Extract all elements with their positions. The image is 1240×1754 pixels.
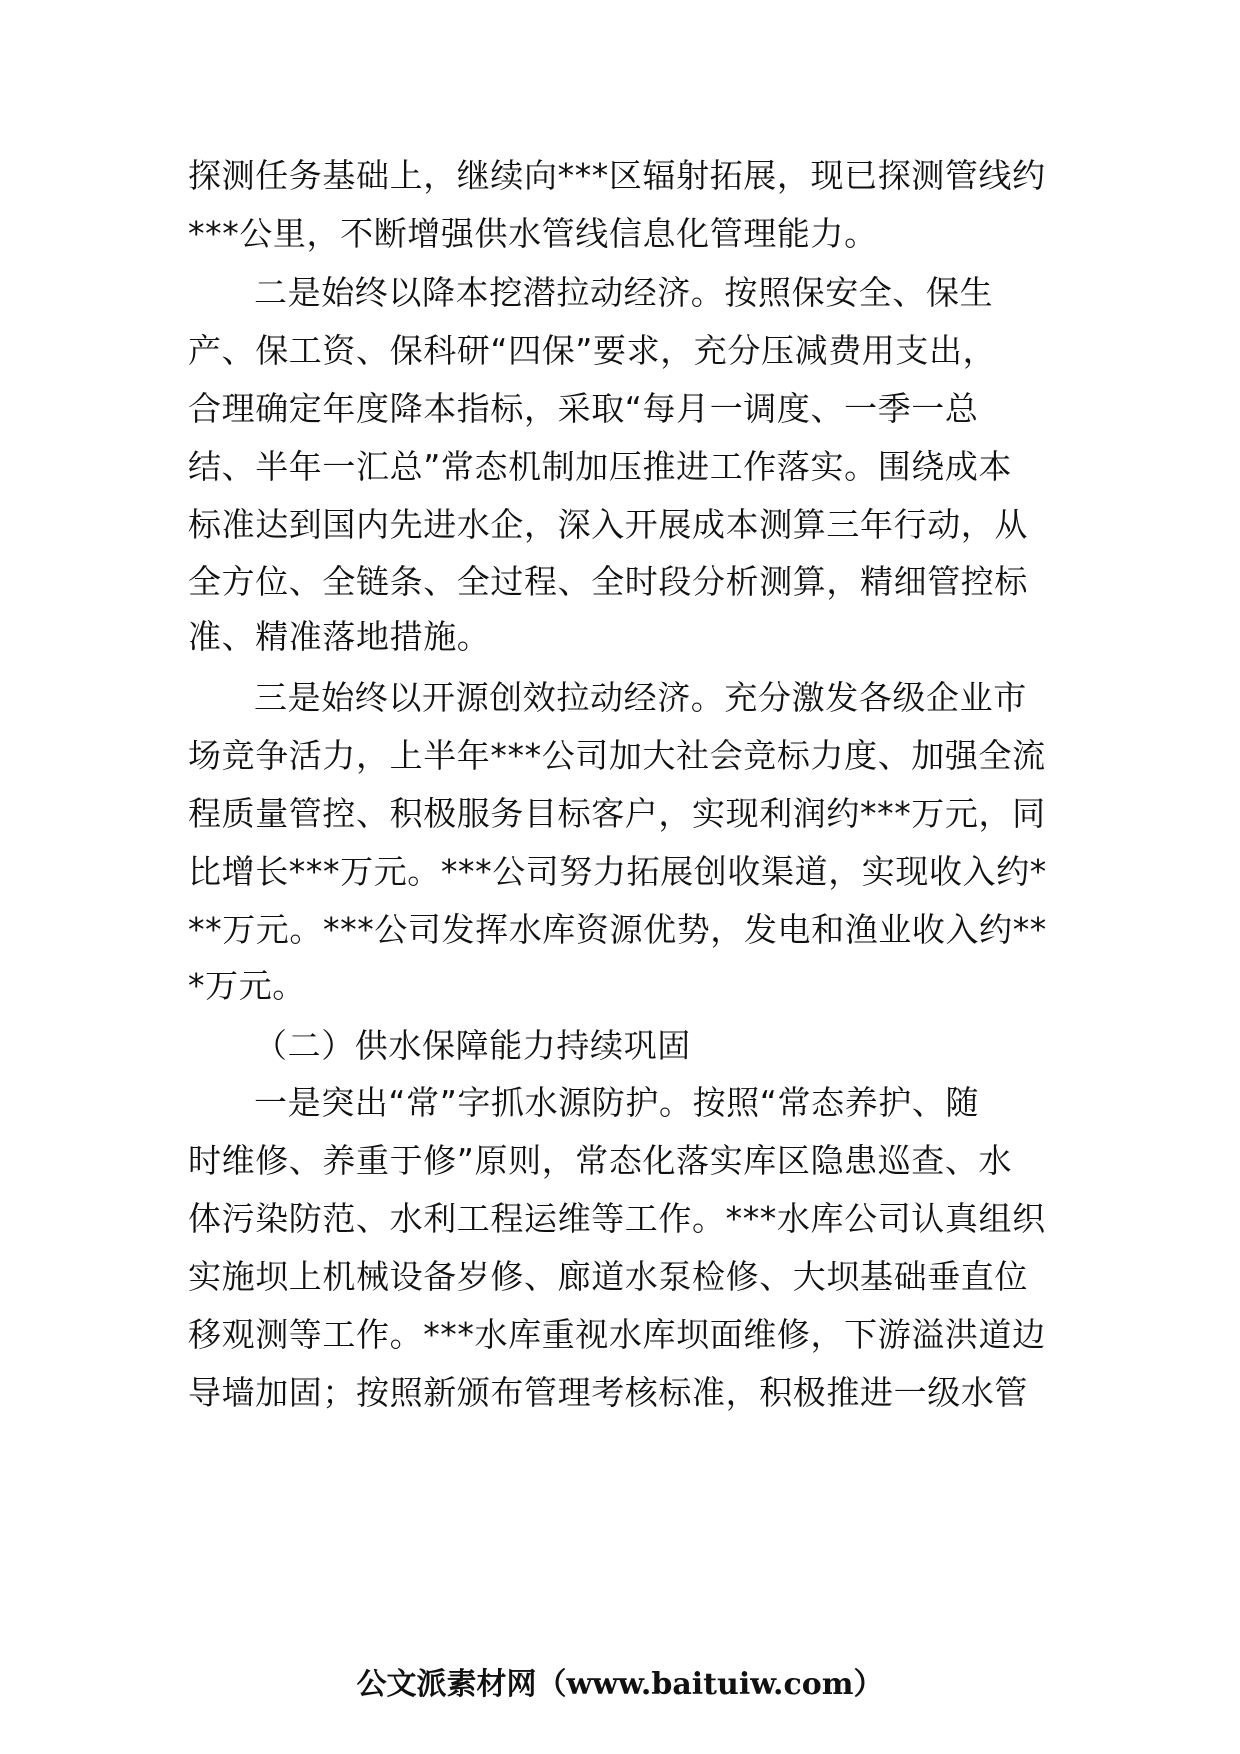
- body-text-line: 导墙加固；按照新颁布管理考核标准，积极推进一级水管: [188, 1373, 1028, 1412]
- body-text-line: 结、半年一汇总”常态机制加压推进工作落实。围绕成本: [188, 447, 1013, 486]
- body-text-line: 体污染防范、水利工程运维等工作。***水库公司认真组织: [188, 1199, 1046, 1238]
- body-text-line: 全方位、全链条、全过程、全时段分析测算，精细管控标: [188, 562, 1028, 601]
- body-text-line: *万元。: [188, 966, 306, 1005]
- body-text-line: 准、精准落地措施。: [188, 617, 491, 656]
- paragraph-start-line: 二是始终以降本挖潜拉动经济。按照保安全、保生: [254, 273, 994, 312]
- body-text-line: 程质量管控、积极服务目标客户，实现利润约***万元，同: [188, 794, 1046, 833]
- body-text-line: 探测任务基础上，继续向***区辐射拓展，现已探测管线约: [188, 156, 1046, 195]
- section-heading: （二）供水保障能力持续巩固: [254, 1026, 691, 1065]
- page-footer: 公文派素材网（www.baituiw.com）: [356, 1667, 884, 1702]
- body-text-line: 时维修、养重于修”原则，常态化落实库区隐患巡查、水: [188, 1141, 1013, 1180]
- body-text-line: 标准达到国内先进水企，深入开展成本测算三年行动，从: [188, 505, 1028, 544]
- body-text-line: 产、保工资、保科研“四保”要求，充分压减费用支出，: [188, 331, 997, 370]
- body-text-line: 场竞争活力，上半年***公司加大社会竞标力度、加强全流: [188, 736, 1046, 775]
- body-text-line: ***公里，不断增强供水管线信息化管理能力。: [188, 214, 878, 253]
- body-text-line: 移观测等工作。***水库重视水库坝面维修，下游溢洪道边: [188, 1315, 1046, 1354]
- body-text-line: 实施坝上机械设备岁修、廊道水泵检修、大坝基础垂直位: [188, 1257, 1028, 1296]
- body-text-line: 合理确定年度降本指标，采取“每月一调度、一季一总: [188, 389, 979, 428]
- body-text-line: **万元。***公司发挥水库资源优势，发电和渔业收入约**: [188, 910, 1047, 949]
- body-text-line: 比增长***万元。***公司努力拓展创收渠道，实现收入约*: [188, 852, 1047, 891]
- paragraph-start-line: 一是突出“常”字抓水源防护。按照“常态养护、随: [254, 1083, 980, 1122]
- paragraph-start-line: 三是始终以开源创效拉动经济。充分激发各级企业市: [254, 678, 1027, 717]
